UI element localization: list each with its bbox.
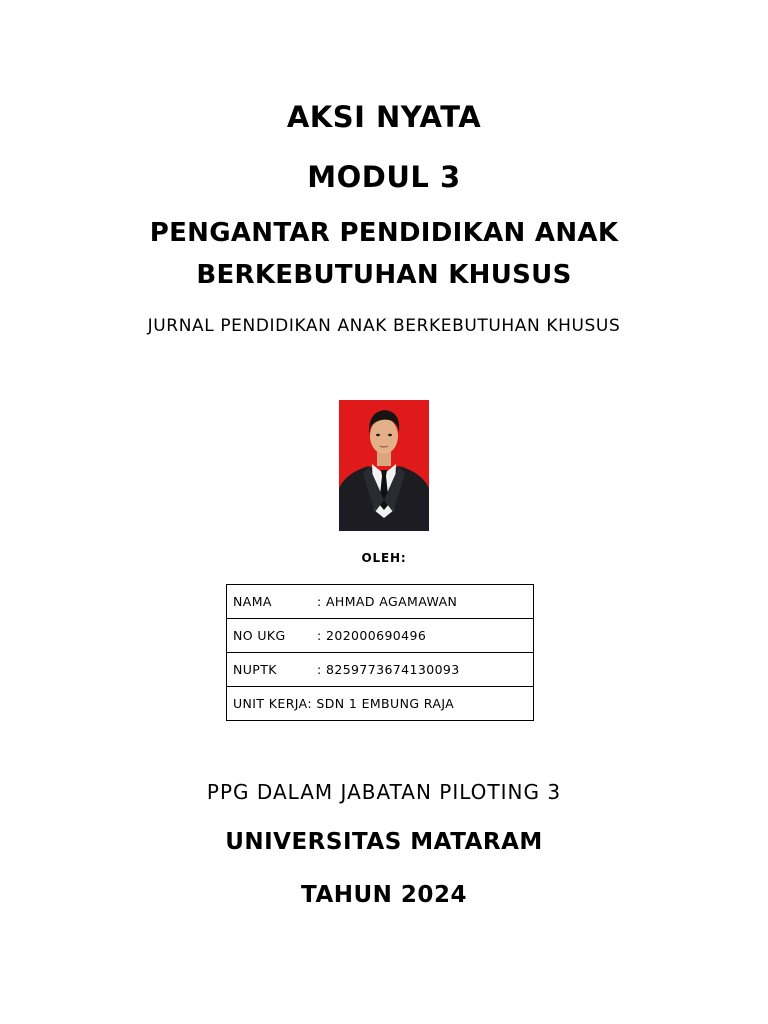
subtitle-line-1: PENGANTAR PENDIDIKAN ANAK: [149, 218, 619, 248]
year-line: TAHUN 2024: [301, 882, 467, 908]
table-cell: [227, 619, 534, 653]
university-line: UNIVERSITAS MATARAM: [225, 829, 543, 855]
row-value: : AHMAD AGAMAWAN: [317, 594, 458, 609]
table-row: [227, 585, 534, 619]
row-label: UNIT KERJA: [233, 696, 308, 711]
row-label: NO UKG: [233, 628, 286, 643]
program-line: PPG DALAM JABATAN PILOTING 3: [206, 780, 562, 804]
row-value: : 202000690496: [317, 628, 427, 643]
table-row: [227, 687, 534, 721]
table-cell: [227, 585, 534, 619]
oleh-label: OLEH:: [361, 551, 407, 565]
title-aksi-nyata: AKSI NYATA: [286, 100, 482, 134]
table-cell: [227, 687, 534, 721]
author-photo: [339, 400, 429, 531]
row-value: : 8259773674130093: [317, 662, 460, 677]
row-label: NUPTK: [233, 662, 277, 677]
row-label: NAMA: [233, 594, 272, 609]
title-modul: MODUL 3: [307, 160, 461, 194]
subtitle-line-2: BERKEBUTUHAN KHUSUS: [196, 260, 572, 290]
table-cell: [227, 653, 534, 687]
table-row: [227, 619, 534, 653]
row-value: : SDN 1 EMBUNG RAJA: [307, 696, 455, 711]
table-row: [227, 653, 534, 687]
author-info-table: [226, 584, 534, 721]
topic-line: JURNAL PENDIDIKAN ANAK BERKEBUTUHAN KHUSUS: [147, 316, 621, 336]
